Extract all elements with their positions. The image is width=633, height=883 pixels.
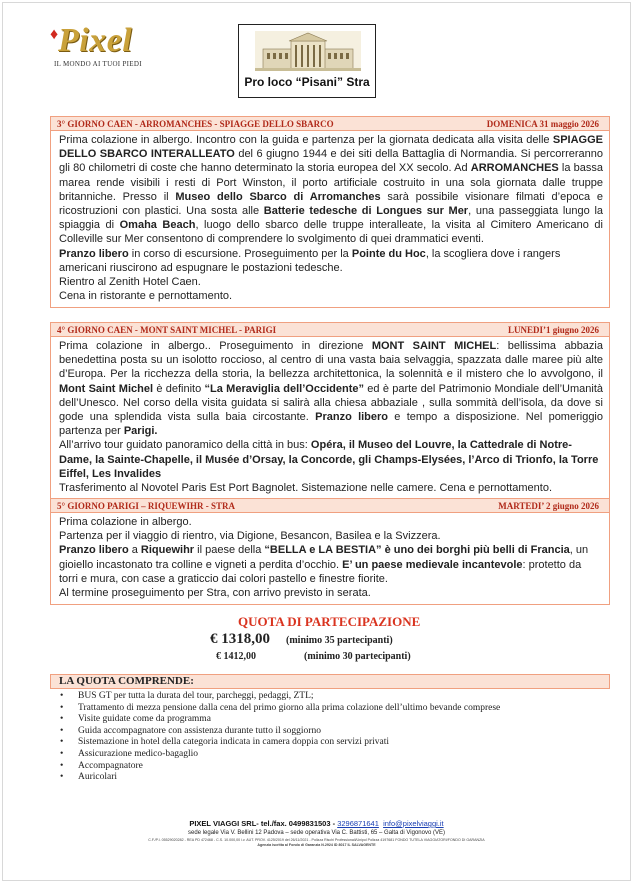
day3-title: 3° GIORNO CAEN - ARROMANCHES - SPIAGGE DELLO SBARCO <box>57 118 334 129</box>
pixel-logo <box>50 22 160 70</box>
day3-header <box>51 117 609 131</box>
footer-legal: C.F./P.I. 05529020282 - REA PD 472468 - C.S. 10.000,00 i.v. AUT. PROV. 4125/2019 del 26/11/2021 - Polizza Rischi Professionali/Unipol Polizza 4197681 FONDO TUTELA VIAGGIATORI/FONDO DI GARANZIA <box>148 838 485 842</box>
footer-address: sede legale Via V. Bellini 12 Padova – sede operativa Via C. Battisti, 65 – Galta di Vigonovo (VE) <box>188 830 445 836</box>
price-min-35: (minimo 35 partecipanti) <box>286 635 393 646</box>
day5-lunch: Pranzo libero a Riquewihr il paese della “BELLA e LA BESTIA” è uno dei borghi più belli di Francia, un gioiello incastonato tra colline e vigneti a perdita d’occhio. E’ un paese medievale incantevole: protetto da torri e mura, con case a graticcio dai colori pastello e finestre fiorite. <box>59 544 589 585</box>
day5-header <box>51 499 609 513</box>
day4-section <box>50 322 610 500</box>
day5-breakfast: Prima colazione in albergo. <box>59 516 192 528</box>
day5-arrival: Al termine proseguimento per Stra, con arrivo previsto in serata. <box>59 587 371 600</box>
day4-paragraph: Prima colazione in albergo.. Proseguimento in direzione MONT SAINT MICHEL: bellissima abbazia benedettina posta su un isolotto roccioso, al centro di una vasta baia selvaggia, spazzata dalle maree più alte d’Europa. Per la ricchezza della storia, la bellezza architettonica, la solennità e il mistero che lo avvolgono, il Mont Saint Michel è definito “La Meraviglia dell’Occidente” ed è parte del Patrimonio Mondiale dell’Umanità dell’Unesco. Nel corso della visita guidata si salirà alla chiesa abbaziale , sulla sommità dell’isola, da dove si gode una splendida vista sulla baia circostante. Pranzo libero e tempo a disposizione. Nel pomeriggio partenza per Parigi. <box>59 340 603 438</box>
day4-transfer: Trasferimento al Novotel Paris Est Port Bagnolet. Sistemazione nelle camere. Cena e pernottamento. <box>59 482 553 495</box>
proloco-logo <box>238 24 376 98</box>
list-item: • Auricolari <box>60 772 500 784</box>
logo-text: Pixel <box>58 22 133 59</box>
includes-list <box>60 691 500 784</box>
day3-return: Rientro al Zenith Hotel Caen. <box>59 276 201 289</box>
list-item: • Accompagnatore <box>60 761 500 773</box>
list-item: • BUS GT per tutta la durata del tour, parcheggi, pedaggi, ZTL; <box>60 691 500 703</box>
day3-section <box>50 116 610 308</box>
list-item: • Visite guidate come da programma <box>60 714 500 726</box>
list-item: • Assicurazione medico-bagaglio <box>60 749 500 761</box>
footer-contacts <box>0 819 633 828</box>
list-item: • Guida accompagnatore con assistenza durante tutto il soggiorno <box>60 726 500 738</box>
price-title: QUOTA DI PARTECIPAZIONE <box>238 614 421 629</box>
day3-dinner: Cena in ristorante e pernottamento. <box>59 290 233 303</box>
includes-title: LA QUOTA COMPRENDE: <box>50 674 610 689</box>
day4-title: 4° GIORNO CAEN - MONT SAINT MICHEL - PARIGI <box>57 324 277 335</box>
list-item: • Trattamento di mezza pensione dalla cena del primo giorno alla prima colazione dell’ultimo bevande comprese <box>60 703 500 715</box>
footer-company: PIXEL VIAGGI SRL- tel./fax. 0499831503 - <box>189 819 338 828</box>
villa-icon <box>255 31 361 71</box>
logo-tagline: IL MONDO AI TUOI PIEDI <box>54 60 142 68</box>
day3-date: DOMENICA 31 maggio 2026 <box>486 118 599 129</box>
price-row-35 <box>210 630 393 648</box>
price-row-30 <box>216 651 411 662</box>
day4-tour: All’arrivo tour guidato panoramico della città in bus: Opéra, il Museo del Louvre, la Cattedrale di Notre-Dame, la Sainte-Chapelle, il Musée d’Orsay, la Concorde, gli Champs-Elysées, l’Arco di Trionfo, la Torre Eiffel, Les Invalides <box>59 439 599 480</box>
flame-icon: ♦ <box>50 26 59 43</box>
day5-departure: Partenza per il viaggio di rientro, via Digione, Besancon, Basilea e la Svizzera. <box>59 530 441 543</box>
list-item: • Sistemazione in hotel della categoria indicata in camera doppia con servizi privati <box>60 737 500 749</box>
footer-phone-link[interactable]: 3296871641 <box>337 819 379 828</box>
price-amount-35: € 1318,00 <box>210 631 270 647</box>
day3-lunch: Pranzo libero in corso di escursione. Proseguimento per la Pointe du Hoc, la scogliera dove i rangers americani riuscirono ad espugnare le postazioni tedesche. <box>59 247 561 274</box>
day4-body <box>51 337 609 499</box>
proloco-caption: Pro loco “Pisani” Stra <box>244 75 370 89</box>
footer-guarantee: Agenzia iscritta al Fondo di Garanzia N.2924 ID 8017 IL SALVAGENTE <box>257 843 376 847</box>
day5-body <box>51 513 609 604</box>
day5-title: 5° GIORNO PARIGI – RIQUEWIHR - STRA <box>57 500 235 511</box>
day3-paragraph: Prima colazione in albergo. Incontro con la guida e partenza per la giornata dedicata alla visita delle SPIAGGE DELLO SBARCO INTERALLEATO del 6 giugno 1944 e dei siti della Battaglia di Normandia. Si percorreranno gli 80 chilometri di coste che hanno determinato la storia europea del XX secolo. Ad ARROMANCHES la bassa marea rende visibili i resti di Port Winston, il porto artificiale costruito in una sola giornata dalle truppe britanniche. Presso il Museo dello Sbarco di Arromanches sarà possibile visionare filmati d’epoca e ricostruzioni con plastici. Una sosta alle Batterie tedesche di Longues sur Mer, una passeggiata lungo la spiaggia di Omaha Beach, luogo dello sbarco delle truppe interalleate, la visita al Cimitero Americano di Colleville sur Mer consentono di comprendere lo svolgimento di quei drammatici eventi. <box>59 134 604 246</box>
day4-date: LUNEDI’1 giugno 2026 <box>507 324 599 335</box>
footer-email-link[interactable]: info@pixelviaggi.it <box>383 819 444 828</box>
day3-body <box>51 131 609 307</box>
day4-header <box>51 323 609 337</box>
price-min-30: (minimo 30 partecipanti) <box>304 651 411 662</box>
price-amount-30: € 1412,00 <box>216 651 256 662</box>
day5-date: MARTEDI’ 2 giugno 2026 <box>498 500 599 511</box>
day5-section <box>50 498 610 605</box>
footer <box>0 819 633 847</box>
